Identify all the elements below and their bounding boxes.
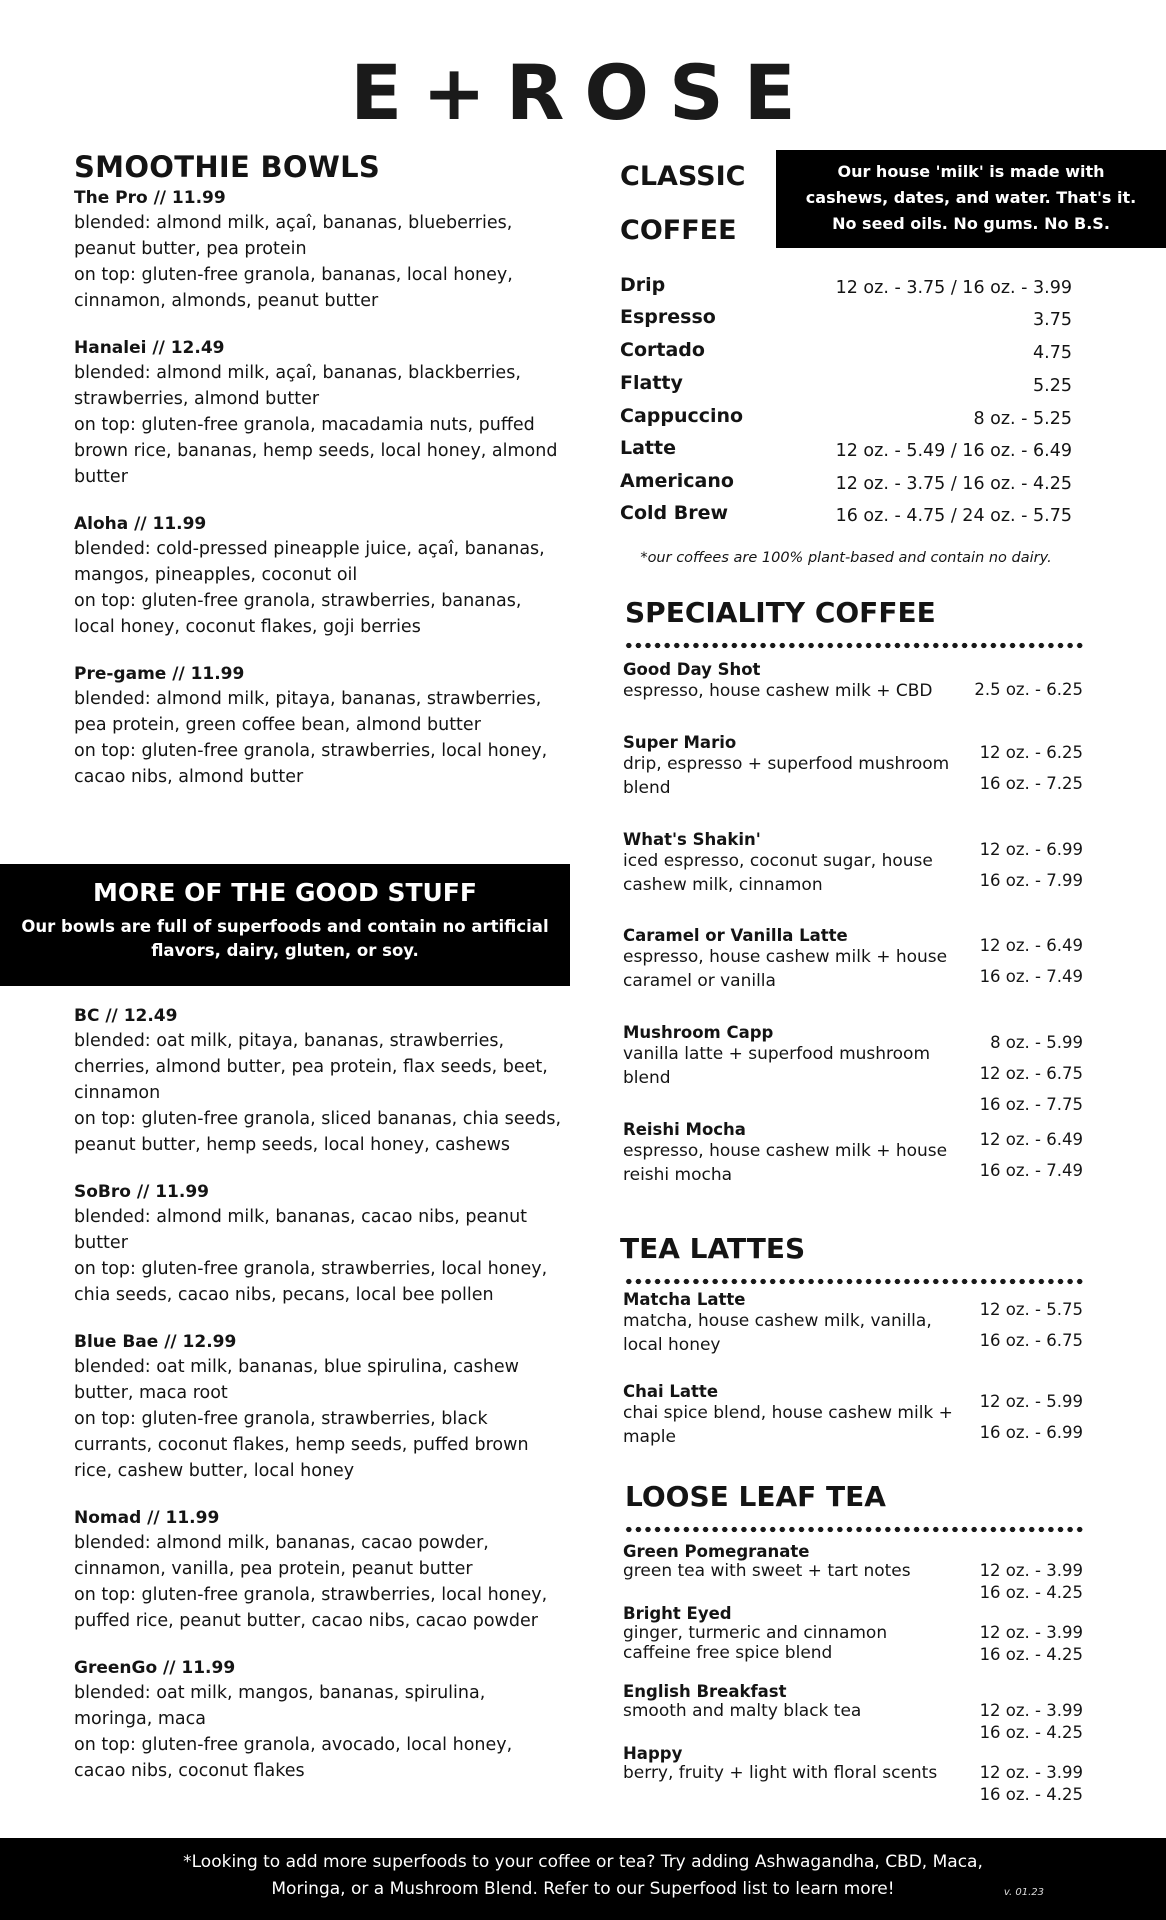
version-label: v. 01.23 <box>1003 1887 1044 1898</box>
item-price: 16 oz. - 7.99 <box>979 871 1083 890</box>
item-price: 4.75 <box>1033 343 1072 363</box>
classic-coffee-row <box>620 339 1072 369</box>
item-name: English Breakfast <box>623 1682 787 1701</box>
plant-based-note: *our coffees are 100% plant-based and contain no dairy. <box>640 550 1052 566</box>
item-name: SoBro // 11.99 <box>74 1182 209 1202</box>
dotted-divider <box>624 1526 1084 1533</box>
item-description: espresso, house cashew milk + house caramel or vanilla <box>623 947 948 991</box>
item-prices <box>980 834 1083 896</box>
item-prices <box>980 1386 1083 1448</box>
menu-item <box>623 1290 1083 1357</box>
item-description: espresso, house cashew milk + house reishi mocha <box>623 1141 948 1185</box>
footer-line: *Looking to add more superfoods to your coffee or tea? Try adding Ashwagandha, CBD, Maca, <box>183 1852 983 1872</box>
item-prices <box>980 1124 1083 1186</box>
item-description: cinnamon, almonds, peanut butter <box>74 291 379 311</box>
footer-line: Moringa, or a Mushroom Blend. Refer to our Superfood list to learn more! <box>271 1879 895 1899</box>
item-name: Chai Latte <box>623 1382 719 1401</box>
item-description: rice, cashew butter, local honey <box>74 1461 355 1481</box>
menu-item <box>74 188 574 314</box>
loose-leaf-title: LOOSE LEAF TEA <box>625 1480 886 1513</box>
classic-coffee-row <box>620 502 1072 532</box>
item-description: matcha, house cashew milk, vanilla, local honey <box>623 1311 932 1355</box>
menu-item <box>623 1382 1083 1449</box>
milk-note-line: No seed oils. No gums. No B.S. <box>832 214 1110 233</box>
item-name: BC // 12.49 <box>74 1006 178 1026</box>
classic-coffee-row <box>620 274 1072 304</box>
item-price: 12 oz. - 5.49 / 16 oz. - 6.49 <box>835 441 1072 461</box>
dotted-divider <box>624 1278 1084 1285</box>
item-name: The Pro // 11.99 <box>74 188 226 208</box>
menu-item <box>74 514 574 640</box>
item-description: espresso, house cashew milk + CBD <box>623 681 933 701</box>
item-description: iced espresso, coconut sugar, house cashew milk, cinnamon <box>623 851 933 895</box>
item-description: on top: gluten-free granola, strawberries, local honey, <box>74 1585 548 1605</box>
item-description: cinnamon, vanilla, pea protein, peanut butter <box>74 1559 473 1579</box>
brand-logo: E+ROSE <box>350 48 816 137</box>
item-price: 16 oz. - 7.75 <box>979 1095 1083 1114</box>
item-description: peanut butter, hemp seeds, local honey, cashews <box>74 1135 511 1155</box>
item-price: 16 oz. - 7.49 <box>979 1161 1083 1180</box>
item-description: berry, fruity + light with floral scents <box>623 1763 938 1783</box>
item-prices <box>980 1762 1083 1806</box>
item-description: drip, espresso + superfood mushroom blend <box>623 754 950 798</box>
classic-title-line2: COFFEE <box>620 215 737 246</box>
menu-item <box>623 1604 1083 1663</box>
item-description: blended: almond milk, bananas, cacao nibs, peanut <box>74 1207 528 1227</box>
item-description: on top: gluten-free granola, avocado, local honey, <box>74 1735 513 1755</box>
item-prices <box>980 1700 1083 1744</box>
menu-item <box>623 1542 1083 1602</box>
item-name: What's Shakin' <box>623 830 761 849</box>
item-description: blended: almond milk, açaî, bananas, blueberries, <box>74 213 513 233</box>
more-bowls-section <box>74 1006 574 1808</box>
banner-title: MORE OF THE GOOD STUFF <box>93 878 477 907</box>
item-name: Americano <box>620 470 734 492</box>
menu-item <box>623 733 1083 800</box>
item-prices <box>980 1560 1083 1604</box>
item-description: currants, coconut flakes, hemp seeds, puffed brown <box>74 1435 529 1455</box>
item-description: blended: almond milk, bananas, cacao powder, <box>74 1533 489 1553</box>
item-name: Matcha Latte <box>623 1290 746 1309</box>
classic-coffee-row <box>620 372 1072 402</box>
item-description: blended: oat milk, mangos, bananas, spirulina, <box>74 1683 486 1703</box>
item-description: on top: gluten-free granola, strawberries, local honey, <box>74 1259 548 1279</box>
more-bowl-list <box>74 1006 574 1784</box>
menu-item <box>74 1006 574 1158</box>
item-name: Bright Eyed <box>623 1604 732 1623</box>
item-description: ginger, turmeric and cinnamon caffeine free spice blend <box>623 1623 888 1663</box>
item-price: 16 oz. - 6.99 <box>979 1423 1083 1442</box>
item-description: cinnamon <box>74 1083 161 1103</box>
item-price: 8 oz. - 5.99 <box>990 1033 1083 1052</box>
menu-item <box>623 830 1083 897</box>
item-name: Nomad // 11.99 <box>74 1508 220 1528</box>
item-description: cacao nibs, coconut flakes <box>74 1761 305 1781</box>
classic-coffee-row <box>620 405 1072 435</box>
menu-item <box>623 1023 1083 1114</box>
tea-lattes-title: TEA LATTES <box>620 1232 806 1265</box>
item-name: Cortado <box>620 339 705 361</box>
item-description: green tea with sweet + tart notes <box>623 1561 911 1581</box>
item-description: cacao nibs, almond butter <box>74 767 304 787</box>
item-name: Drip <box>620 274 666 296</box>
item-description: on top: gluten-free granola, strawberries, local honey, <box>74 741 548 761</box>
item-price: 12 oz. - 3.99 <box>979 1623 1083 1642</box>
item-name: Green Pomegranate <box>623 1542 810 1561</box>
banner-text: Our bowls are full of superfoods and contain no artificial flavors, dairy, gluten, or soy. <box>21 917 549 960</box>
item-price: 16 oz. - 4.25 <box>979 1583 1083 1602</box>
menu-item <box>74 1658 574 1784</box>
item-name: Espresso <box>620 306 716 328</box>
menu-item <box>623 1744 1083 1804</box>
item-prices <box>980 1294 1083 1356</box>
item-prices <box>974 674 1083 705</box>
item-description: chia seeds, cacao nibs, pecans, local bee pollen <box>74 1285 494 1305</box>
item-name: Blue Bae // 12.99 <box>74 1332 237 1352</box>
dotted-divider <box>624 642 1084 649</box>
item-price: 12 oz. - 3.99 <box>979 1701 1083 1720</box>
item-price: 12 oz. - 5.99 <box>979 1392 1083 1411</box>
speciality-coffee-title: SPECIALITY COFFEE <box>625 596 936 629</box>
item-description: local honey, coconut flakes, goji berries <box>74 617 421 637</box>
item-description: brown rice, bananas, hemp seeds, local honey, almond <box>74 441 558 461</box>
item-description: puffed rice, peanut butter, cacao nibs, cacao powder <box>74 1611 538 1631</box>
item-name: GreenGo // 11.99 <box>74 1658 236 1678</box>
item-description: mangos, pineapples, coconut oil <box>74 565 358 585</box>
classic-coffee-title <box>620 150 745 258</box>
item-description: blended: almond milk, pitaya, bananas, strawberries, <box>74 689 542 709</box>
item-price: 16 oz. - 4.75 / 24 oz. - 5.75 <box>835 506 1072 526</box>
item-name: Reishi Mocha <box>623 1120 746 1139</box>
item-price: 12 oz. - 6.25 <box>979 743 1083 762</box>
item-price: 12 oz. - 6.75 <box>979 1064 1083 1083</box>
milk-note-line: Our house 'milk' is made with <box>837 162 1105 181</box>
item-name: Pre-game // 11.99 <box>74 664 245 684</box>
item-name: Caramel or Vanilla Latte <box>623 926 848 945</box>
classic-coffee-row <box>620 306 1072 336</box>
item-name: Cold Brew <box>620 502 729 524</box>
item-name: Hanalei // 12.49 <box>74 338 225 358</box>
item-price: 12 oz. - 3.75 / 16 oz. - 4.25 <box>835 474 1072 494</box>
item-price: 12 oz. - 5.75 <box>979 1300 1083 1319</box>
item-price: 2.5 oz. - 6.25 <box>974 680 1083 699</box>
item-description: blended: almond milk, açaî, bananas, blackberries, <box>74 363 521 383</box>
menu-item <box>74 1508 574 1634</box>
item-price: 16 oz. - 4.25 <box>979 1645 1083 1664</box>
item-name: Super Mario <box>623 733 737 752</box>
smoothie-bowls-title: SMOOTHIE BOWLS <box>74 150 381 184</box>
item-price: 12 oz. - 6.49 <box>979 936 1083 955</box>
menu-item <box>74 664 574 790</box>
item-description: on top: gluten-free granola, strawberries, bananas, <box>74 591 522 611</box>
item-name: Latte <box>620 437 676 459</box>
item-description: strawberries, almond butter <box>74 389 320 409</box>
item-price: 5.25 <box>1033 376 1072 396</box>
item-prices <box>980 930 1083 992</box>
item-price: 3.75 <box>1033 310 1072 330</box>
classic-title-line1: CLASSIC <box>620 161 746 192</box>
milk-note-line: cashews, dates, and water. That's it. <box>805 188 1137 207</box>
item-price: 16 oz. - 4.25 <box>979 1723 1083 1742</box>
item-name: Happy <box>623 1744 683 1763</box>
item-price: 12 oz. - 6.99 <box>979 840 1083 859</box>
item-description: smooth and malty black tea <box>623 1701 862 1721</box>
house-milk-note <box>776 150 1166 248</box>
menu-item <box>74 1182 574 1308</box>
good-stuff-banner <box>0 864 570 986</box>
item-description: on top: gluten-free granola, macadamia nuts, puffed <box>74 415 535 435</box>
item-description: on top: gluten-free granola, sliced bananas, chia seeds, <box>74 1109 562 1129</box>
item-description: blended: oat milk, bananas, blue spirulina, cashew <box>74 1357 519 1377</box>
item-description: on top: gluten-free granola, bananas, local honey, <box>74 265 513 285</box>
item-price: 8 oz. - 5.25 <box>973 409 1072 429</box>
smoothie-bowls-section <box>74 150 574 814</box>
item-price: 12 oz. - 3.99 <box>979 1763 1083 1782</box>
item-prices <box>980 737 1083 799</box>
item-name: Mushroom Capp <box>623 1023 774 1042</box>
item-prices <box>980 1027 1083 1120</box>
menu-item <box>623 660 1083 703</box>
menu-item <box>74 338 574 490</box>
menu-item <box>623 1682 1083 1742</box>
item-description: cherries, almond butter, pea protein, flax seeds, beet, <box>74 1057 548 1077</box>
item-description: chai spice blend, house cashew milk + maple <box>623 1403 953 1447</box>
item-description: peanut butter, pea protein <box>74 239 307 259</box>
item-price: 12 oz. - 3.99 <box>979 1561 1083 1580</box>
item-price: 16 oz. - 7.49 <box>979 967 1083 986</box>
item-description: blended: cold-pressed pineapple juice, açaî, bananas, <box>74 539 545 559</box>
menu-item <box>74 1332 574 1484</box>
menu-item <box>623 1120 1083 1187</box>
menu-item <box>623 926 1083 993</box>
item-prices <box>980 1622 1083 1666</box>
classic-coffee-row <box>620 437 1072 467</box>
item-name: Good Day Shot <box>623 660 761 679</box>
item-description: blended: oat milk, pitaya, bananas, strawberries, <box>74 1031 505 1051</box>
item-description: pea protein, green coffee bean, almond butter <box>74 715 481 735</box>
item-price: 16 oz. - 6.75 <box>979 1331 1083 1350</box>
item-name: Cappuccino <box>620 405 744 427</box>
item-description: vanilla latte + superfood mushroom blend <box>623 1044 931 1088</box>
smoothie-bowl-list <box>74 188 574 790</box>
item-price: 16 oz. - 7.25 <box>979 774 1083 793</box>
item-price: 16 oz. - 4.25 <box>979 1785 1083 1804</box>
item-price: 12 oz. - 6.49 <box>979 1130 1083 1149</box>
item-description: moringa, maca <box>74 1709 206 1729</box>
item-price: 12 oz. - 3.75 / 16 oz. - 3.99 <box>835 278 1072 298</box>
footer-banner <box>0 1838 1166 1920</box>
item-description: butter <box>74 467 128 487</box>
item-description: butter <box>74 1233 128 1253</box>
item-name: Aloha // 11.99 <box>74 514 207 534</box>
item-description: on top: gluten-free granola, strawberries, black <box>74 1409 488 1429</box>
classic-coffee-row <box>620 470 1072 500</box>
item-description: butter, maca root <box>74 1383 228 1403</box>
item-name: Flatty <box>620 372 683 394</box>
